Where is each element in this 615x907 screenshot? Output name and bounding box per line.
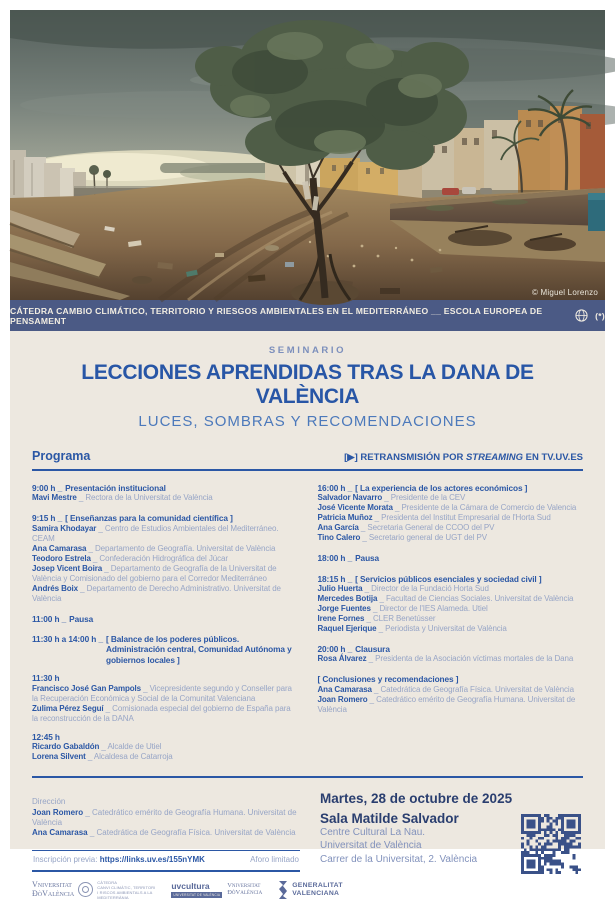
name-role-separator: _ xyxy=(86,543,95,553)
section-label: Dirección xyxy=(32,796,66,806)
footer-logos xyxy=(32,880,343,900)
gva-emblem-icon xyxy=(278,881,288,899)
name-role-separator: _ xyxy=(141,683,150,693)
session-head xyxy=(318,483,584,493)
speaker-name: Julio Huerta xyxy=(317,584,363,594)
program-block xyxy=(318,483,584,543)
speaker-row xyxy=(318,523,584,533)
poster-title: LECCIONES APRENDIDAS TRAS LA DANA DE VALÈNCIA xyxy=(81,361,534,408)
globe-icon xyxy=(575,309,588,322)
session-subtime: 12:45 h xyxy=(32,731,60,742)
name-role-separator: _ xyxy=(102,563,111,573)
banner-text: CÁTEDRA CAMBIO CLIMÁTICO, TERRITORIO Y RIESGOS AMBIENTALES EN EL MEDITERRÁNEO __ ESCOLA EUROPEA DE PENSAMENT xyxy=(10,305,543,326)
speaker-name: Ana Camarasa xyxy=(32,543,87,553)
session-time: 18:00 h _ xyxy=(317,553,353,564)
speaker-name: Joan Romero xyxy=(317,694,368,704)
name-role-separator: _ xyxy=(367,694,377,704)
program-block xyxy=(318,644,584,664)
speaker-row xyxy=(318,533,584,543)
speaker-row xyxy=(32,808,300,828)
speaker-row xyxy=(318,584,584,594)
speaker-row xyxy=(32,554,298,564)
name-role-separator: _ xyxy=(376,624,386,634)
speaker-row xyxy=(318,614,584,624)
session-head xyxy=(32,513,298,523)
program-heading: Programa xyxy=(32,449,91,463)
speaker-role: Centro de Estudios Ambientales del Mediterráneo. CEAM xyxy=(32,523,279,543)
session-head xyxy=(318,674,584,684)
speaker-name: Ana Camarasa xyxy=(317,684,372,694)
program-block xyxy=(32,634,298,762)
program-block xyxy=(32,513,298,603)
session-head xyxy=(32,614,298,624)
speaker-name: Salvador Navarro xyxy=(317,493,383,503)
gva-text: GENERALITAT VALENCIANA xyxy=(292,882,343,897)
speaker-row xyxy=(32,493,298,503)
uvcultura-logo xyxy=(171,882,262,898)
speaker-role: Director de l'IES Alameda. Utiel xyxy=(379,604,488,614)
speaker-name: Raquel Ejerique xyxy=(317,624,377,634)
speaker-row xyxy=(32,524,298,544)
event-address-line: Carrer de la Universitat, 2. València xyxy=(320,853,478,865)
speaker-row xyxy=(318,695,584,715)
session-time: 9:15 h _ xyxy=(32,513,63,524)
speaker-role: Presidenta del Institut Empresarial de l'Horta Sud xyxy=(381,513,551,523)
uv-catedra-logo xyxy=(32,880,155,900)
speaker-name: Ricardo Gabaldón xyxy=(32,741,100,751)
session-time: 11:30 h a 14:00 h _ xyxy=(32,634,103,645)
speaker-row xyxy=(318,624,584,634)
program-columns xyxy=(32,473,583,762)
session-title: Pausa xyxy=(69,613,94,624)
name-role-separator: _ xyxy=(90,553,100,563)
banner-note: (*) xyxy=(595,310,605,321)
uvcultura-wordmark: uvcultura UNIVERSITAT DE VALÈNCIA xyxy=(171,880,221,897)
name-role-separator: _ xyxy=(366,654,376,664)
name-role-separator: _ xyxy=(392,503,402,513)
speaker-row xyxy=(318,654,584,664)
speaker-name: Mavi Mestre xyxy=(32,493,77,503)
speaker-role: Presidente de la CEV xyxy=(390,493,466,503)
speaker-row xyxy=(32,684,298,704)
speaker-name: Josep Vicent Boira xyxy=(32,563,103,573)
name-role-separator: _ xyxy=(83,807,93,817)
catedra-seal-icon xyxy=(78,882,93,897)
event-venue: Sala Matilde Salvador xyxy=(320,810,459,826)
name-role-separator: _ xyxy=(85,751,94,761)
name-role-separator: _ xyxy=(362,584,372,594)
session-head xyxy=(318,553,584,563)
session-title: [ Enseñanzas para la comunidad científica ] xyxy=(65,513,233,524)
speaker-row xyxy=(32,584,298,604)
speaker-role: Confederación Hidrográfica del Júcar xyxy=(99,553,228,563)
speaker-row xyxy=(318,685,584,695)
speaker-row xyxy=(32,742,298,752)
speaker-role: Comisionada especial del gobierno de España para la reconstrucción de la DANA xyxy=(32,703,291,723)
session-head xyxy=(32,483,298,493)
section-divider xyxy=(32,776,583,778)
flood-scene-illustration xyxy=(10,10,605,300)
program-block xyxy=(32,614,298,624)
speaker-row xyxy=(32,564,298,584)
speaker-role: CLER Benetússer xyxy=(372,614,436,624)
speaker-role: Director de la Fundació Horta Sud xyxy=(371,584,489,594)
speaker-role: Departamento de Derecho Administrativo. Universitat de València xyxy=(32,583,281,603)
session-title: [ Servicios públicos esenciales y sociedad civil ] xyxy=(355,573,542,584)
speaker-name: Samira Khodayar xyxy=(32,523,97,533)
speaker-name: Zulima Pérez Seguí xyxy=(32,703,104,713)
streaming-note xyxy=(344,452,583,463)
name-role-separator: _ xyxy=(371,684,381,694)
speaker-role: Catedrático emérito de Geografía Humana. Universitat de València xyxy=(32,807,297,827)
name-role-separator: _ xyxy=(360,533,369,543)
speaker-role: Catedrática de Geografía Física. Universitat de València xyxy=(380,684,574,694)
program-header-row xyxy=(32,449,583,471)
speaker-name: Irene Fornes xyxy=(317,614,365,624)
photo-credit: © Miguel Lorenzo xyxy=(531,288,598,297)
speaker-name: Ana Camarasa xyxy=(32,827,88,837)
header-photo xyxy=(10,10,605,300)
program-block xyxy=(318,574,584,634)
speaker-role: Alcaldesa de Catarroja xyxy=(93,751,173,761)
session-title: Pausa xyxy=(355,553,380,564)
name-role-separator: _ xyxy=(372,513,382,523)
uv-wordmark-line: Vniversitat xyxy=(32,880,72,890)
speaker-role: Alcalde de Utiel xyxy=(107,741,162,751)
name-role-separator: _ xyxy=(87,827,97,837)
speaker-row xyxy=(32,752,298,762)
uv-wordmark xyxy=(32,881,74,898)
session-head xyxy=(32,634,298,665)
session-time: 16:00 h _ xyxy=(317,483,353,493)
session-subtime: 11:30 h xyxy=(32,673,60,684)
speaker-role: Facultad de Ciencias Sociales. Universitat de València xyxy=(385,594,574,604)
speaker-row xyxy=(318,503,584,513)
seminar-poster xyxy=(10,10,605,900)
inscription-link[interactable]: https://links.uv.es/155nYMK xyxy=(99,854,205,864)
session-title: [ Balance de los poderes públicos. Administración central, Comunidad Autónoma y gobiernos locales ] xyxy=(105,634,292,665)
inscription-label-wrap xyxy=(33,855,205,865)
event-address-line: Centre Cultural La Nau. xyxy=(320,826,426,838)
speaker-role: Presidenta de la Asociación víctimas mortales de la Dana xyxy=(375,654,574,664)
inscription-note: Aforo limitado xyxy=(250,854,299,864)
speaker-row xyxy=(32,544,298,554)
session-time: 9:00 h _ xyxy=(32,483,63,493)
speaker-name: José Vicente Morata xyxy=(317,503,393,513)
name-role-separator: _ xyxy=(370,604,380,614)
inscription-label: Inscripción previa: xyxy=(33,854,98,864)
program-block xyxy=(318,553,584,563)
speaker-row xyxy=(32,704,298,724)
speaker-role: Catedrática de Geografía Física. Universitat de València xyxy=(96,827,296,837)
event-info xyxy=(320,787,583,907)
uv-wordmark-line: ĐòValència xyxy=(32,888,75,898)
streaming-text-em: STREAMING xyxy=(465,452,523,463)
speaker-role: Secretario general de UGT del PV xyxy=(368,533,487,543)
event-date: Martes, 28 de octubre de 2025 xyxy=(320,790,513,806)
session-head xyxy=(318,644,584,654)
speaker-role: Rectora de la Universitat de València xyxy=(85,493,213,503)
generalitat-logo xyxy=(278,881,343,899)
speaker-name: Mercedes Botija xyxy=(317,594,378,604)
name-role-separator: _ xyxy=(78,583,87,593)
speaker-row xyxy=(318,604,584,614)
speaker-name: Patricia Muñoz xyxy=(317,513,373,523)
speaker-role: Vicepresidente segundo y Conseller para la Recuperación Económica y Social de la Comunitat Valenciana xyxy=(32,683,292,703)
catedra-text: CÀTEDRA CANVI CLIMÀTIC, TERRITORI I RISCOS AMBIENTALS A LA MEDITERRÀNIA xyxy=(97,879,156,900)
speaker-name: Joan Romero xyxy=(32,807,84,817)
speaker-role: Departamento de Geografía de la Universitat de València y Comisionado del gobierno para el Corredor Mediterráneo xyxy=(32,563,277,583)
session-title: [ Conclusiones y recomendaciones ] xyxy=(317,674,459,685)
speaker-name: Jorge Fuentes xyxy=(317,604,371,614)
program-block xyxy=(32,797,300,838)
session-time: 20:00 h _ xyxy=(317,644,353,655)
session-time: 11:00 h _ xyxy=(32,613,67,624)
speaker-name: Lorena Silvent xyxy=(32,751,86,761)
name-role-separator: _ xyxy=(377,594,386,604)
session-head xyxy=(318,574,584,584)
speaker-row xyxy=(318,594,584,604)
session-title: Presentación institucional xyxy=(65,483,166,493)
session-title: Clausura xyxy=(355,644,390,655)
inscription-row xyxy=(32,850,300,872)
streaming-text-pre: RETRANSMISIÓN POR xyxy=(357,452,466,463)
uv-wordmark-small: Vniversitat ĐòValència xyxy=(227,882,263,896)
name-role-separator: _ xyxy=(358,523,368,533)
session-title: [ La experiencia de los actores económicos ] xyxy=(355,483,528,493)
speaker-role: Periodista y Universitat de València xyxy=(385,624,507,634)
speaker-role: Secretaria General de CCOO del PV xyxy=(367,523,495,533)
event-address-line: Universitat de València xyxy=(320,840,422,852)
name-role-separator: _ xyxy=(76,493,86,503)
program-column-left xyxy=(32,473,298,762)
name-role-separator: _ xyxy=(382,493,391,503)
qr-code xyxy=(521,814,581,874)
speaker-role: Presidente de la Cámara de Comercio de Valencia xyxy=(401,503,577,513)
speaker-role: Departamento de Geografía. Universitat de València xyxy=(95,543,276,553)
speaker-name: Francisco José Gan Pampols xyxy=(32,683,141,693)
direccion-block xyxy=(32,797,300,838)
name-role-separator: _ xyxy=(364,614,373,624)
program-column-right xyxy=(318,473,584,762)
speaker-name: Rosa Álvarez xyxy=(317,654,367,664)
play-icon: [▶] xyxy=(344,452,358,463)
session-time: 18:15 h _ xyxy=(317,573,353,584)
speaker-name: Teodoro Estrela xyxy=(32,553,91,563)
name-role-separator: _ xyxy=(99,741,108,751)
poster-subtitle: LUCES, SOMBRAS Y RECOMENDACIONES xyxy=(138,413,477,430)
program-block xyxy=(318,674,584,714)
seminar-kicker: SEMINARIO xyxy=(268,345,347,356)
catedra-banner xyxy=(10,300,605,331)
speaker-row xyxy=(318,493,584,503)
speaker-name: Ana García xyxy=(317,523,359,533)
speaker-name: Andrés Boix xyxy=(32,583,79,593)
speaker-row xyxy=(32,828,300,838)
program-block xyxy=(32,483,298,503)
name-role-separator: _ xyxy=(96,523,105,533)
speaker-name: Tino Calero xyxy=(317,533,361,543)
streaming-text-post: EN TV.UV.ES xyxy=(522,452,583,463)
speaker-row xyxy=(318,513,584,523)
name-role-separator: _ xyxy=(103,703,113,713)
speaker-role: Catedrático emérito de Geografía Humana. Universitat de València xyxy=(317,694,576,714)
